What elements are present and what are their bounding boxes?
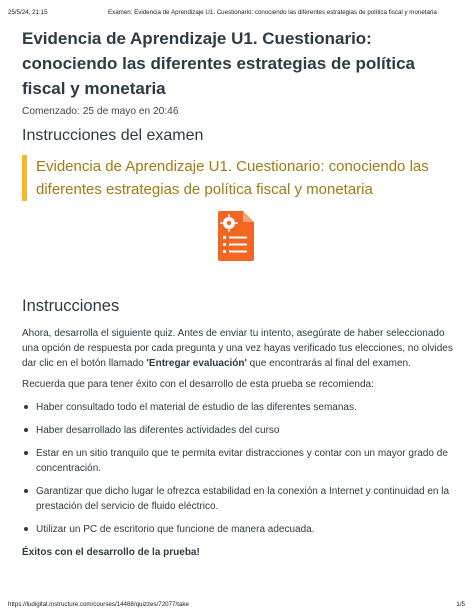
list-item [36,484,458,514]
tip-text: Garantizar que dicho lugar le ofrezca estabilidad en la conexión a Internet y continuidad en la prestación del servicio de fluido eléctrico. [36,486,450,512]
checklist-document-icon [218,211,254,261]
tip-text: Haber consultado todo el material de estudio de las diferentes semanas. [36,402,357,413]
tip-text: Haber desarrollado las diferentes actividades del curso [36,425,280,436]
started-value: 25 de mayo en 20:46 [82,106,179,117]
print-date: 25/5/24, 21:15 [8,9,48,16]
bullet-icon [24,405,28,409]
submit-button-reference: 'Entregar evaluación' [146,358,247,369]
print-header [0,0,474,18]
bullet-icon [24,489,28,493]
tips-list [22,400,458,537]
instructions-text-end: que encontrarás al final del examen. [246,358,411,369]
tip-text: Utilizar un PC de escritorio que funcione de manera adecuada. [36,524,315,535]
recommendation-intro: Recuerda que para tener éxito con el desarrollo de esta prueba se recomienda: [22,379,374,390]
bullet-icon [24,527,28,531]
print-title: Examen: Evidencia de Aprendizaje U1. Cuestionario: conociendo las diferentes estrategias de política fiscal y monetaria [108,9,437,16]
callout-title: Evidencia de Aprendizaje U1. Cuestionario: conociendo las diferentes estrategias de política fiscal y monetaria [22,155,458,201]
print-footer [0,599,474,613]
exam-instructions-heading: Instrucciones del examen [22,127,204,144]
list-item [36,423,458,438]
success-message: Éxitos con el desarrollo de la prueba! [22,547,200,558]
bullet-icon [24,451,28,455]
instructions-heading: Instrucciones [22,297,120,315]
bullet-icon [24,428,28,432]
list-item [36,400,458,415]
tip-text: Estar en un sitio tranquilo que te permita evitar distracciones y contar con un mayor grado de concentración. [36,448,448,474]
instructions-paragraph [22,326,458,371]
started-label: Comenzado: [22,106,80,117]
page-url: https://ludigital.instructure.com/courses/14468/quizzes/72077/take [8,601,189,608]
quiz-content [22,26,458,560]
list-item [36,522,458,537]
started-info [22,105,458,119]
page-number: 1/5 [456,601,465,608]
icon-container [22,211,458,289]
page-title: Evidencia de Aprendizaje U1. Cuestionario: conociendo las diferentes estrategias de política fiscal y monetaria [22,29,416,98]
instructions-text-start: Ahora, desarrolla el siguiente quiz. Antes de enviar tu intento, asegúrate de haber seleccionado una opción de respuesta por cada pregunta y una vez hayas verificado tus elecciones, no olvides dar clic en el botón llamado [22,328,453,369]
list-item [36,446,458,476]
